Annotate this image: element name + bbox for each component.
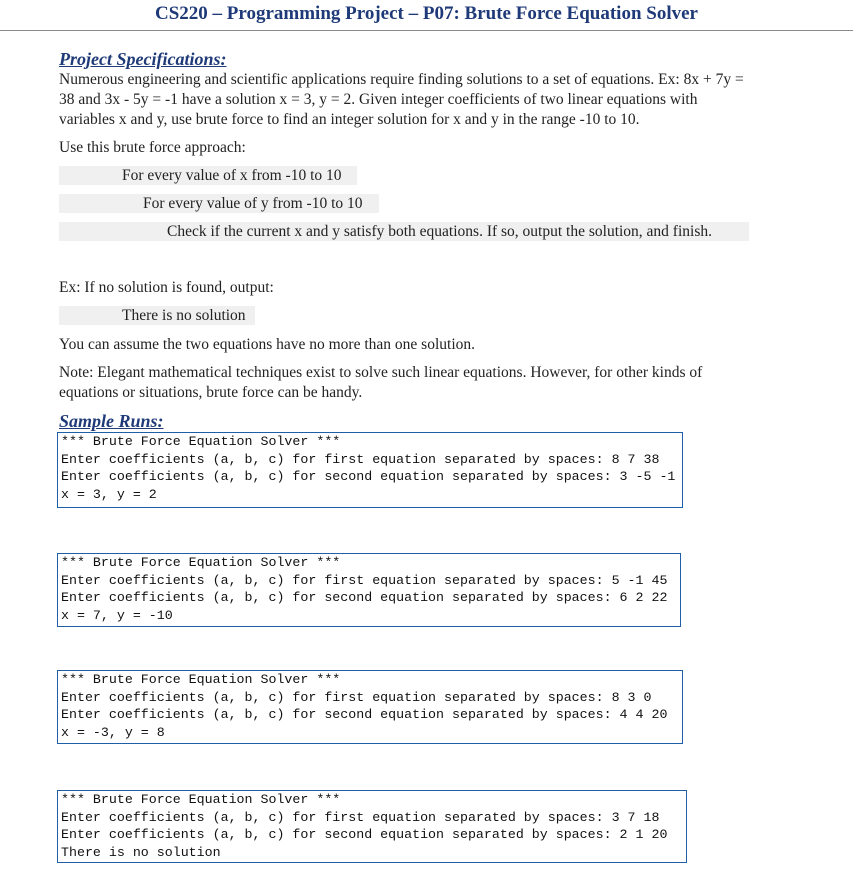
sample-run-2: [57, 553, 681, 627]
approach-intro: Use this brute force approach:: [59, 139, 246, 156]
spec-paragraph-line-3: variables x and y, use brute force to find an integer solution for x and y in the range -10 to 10.: [59, 111, 640, 128]
sample-run-line: Enter coefficients (a, b, c) for first equation separated by spaces: 5 -1 45: [61, 572, 668, 588]
title-divider: [0, 30, 853, 31]
spec-paragraph-line-2: 38 and 3x - 5y = -1 have a solution x = 3, y = 2. Given integer coefficients of two linear equations with: [59, 91, 698, 108]
sample-run-line: There is no solution: [61, 844, 221, 860]
sample-run-line: x = -3, y = 8: [61, 724, 165, 740]
sample-run-4: [57, 790, 687, 863]
sample-runs-heading: Sample Runs:: [59, 411, 164, 431]
note-line-2: equations or situations, brute force can be handy.: [59, 384, 363, 401]
no-solution-output: There is no solution: [122, 307, 246, 324]
no-solution-intro: Ex: If no solution is found, output:: [59, 279, 274, 296]
sample-run-1: [57, 432, 683, 508]
sample-run-line: x = 7, y = -10: [61, 607, 173, 623]
sample-run-line: *** Brute Force Equation Solver ***: [61, 555, 341, 570]
approach-step-3: Check if the current x and y satisfy both equations. If so, output the solution, and finish.: [167, 223, 712, 240]
sample-run-line: Enter coefficients (a, b, c) for first equation separated by spaces: 3 7 18: [61, 809, 660, 825]
sample-run-line: Enter coefficients (a, b, c) for second equation separated by spaces: 2 1 20: [61, 827, 668, 842]
spec-paragraph-line-1: Numerous engineering and scientific applications require finding solutions to a set of equations. Ex: 8x + 7y =: [59, 71, 744, 88]
approach-step-2: For every value of y from -10 to 10: [143, 195, 363, 212]
approach-step-1: For every value of x from -10 to 10: [122, 167, 342, 184]
sample-run-line: Enter coefficients (a, b, c) for second equation separated by spaces: 4 4 20: [61, 707, 668, 722]
assumption-text: You can assume the two equations have no more than one solution.: [59, 336, 475, 353]
specifications-heading: Project Specifications:: [59, 49, 227, 69]
sample-run-line: *** Brute Force Equation Solver ***: [61, 434, 341, 449]
sample-run-line: Enter coefficients (a, b, c) for first equation separated by spaces: 8 3 0: [61, 689, 652, 705]
sample-run-line: Enter coefficients (a, b, c) for second equation separated by spaces: 3 -5 -1: [61, 469, 676, 484]
page-title: CS220 – Programming Project – P07: Brute Force Equation Solver: [154, 3, 698, 24]
sample-run-line: Enter coefficients (a, b, c) for second equation separated by spaces: 6 2 22: [61, 590, 668, 605]
note-line-1: Note: Elegant mathematical techniques exist to solve such linear equations. However, for other kinds of: [59, 364, 703, 381]
sample-run-line: Enter coefficients (a, b, c) for first equation separated by spaces: 8 7 38: [61, 451, 660, 467]
sample-run-line: *** Brute Force Equation Solver ***: [61, 792, 341, 807]
sample-run-3: [57, 670, 683, 744]
sample-run-line: *** Brute Force Equation Solver ***: [61, 672, 341, 687]
sample-run-line: x = 3, y = 2: [61, 486, 157, 502]
